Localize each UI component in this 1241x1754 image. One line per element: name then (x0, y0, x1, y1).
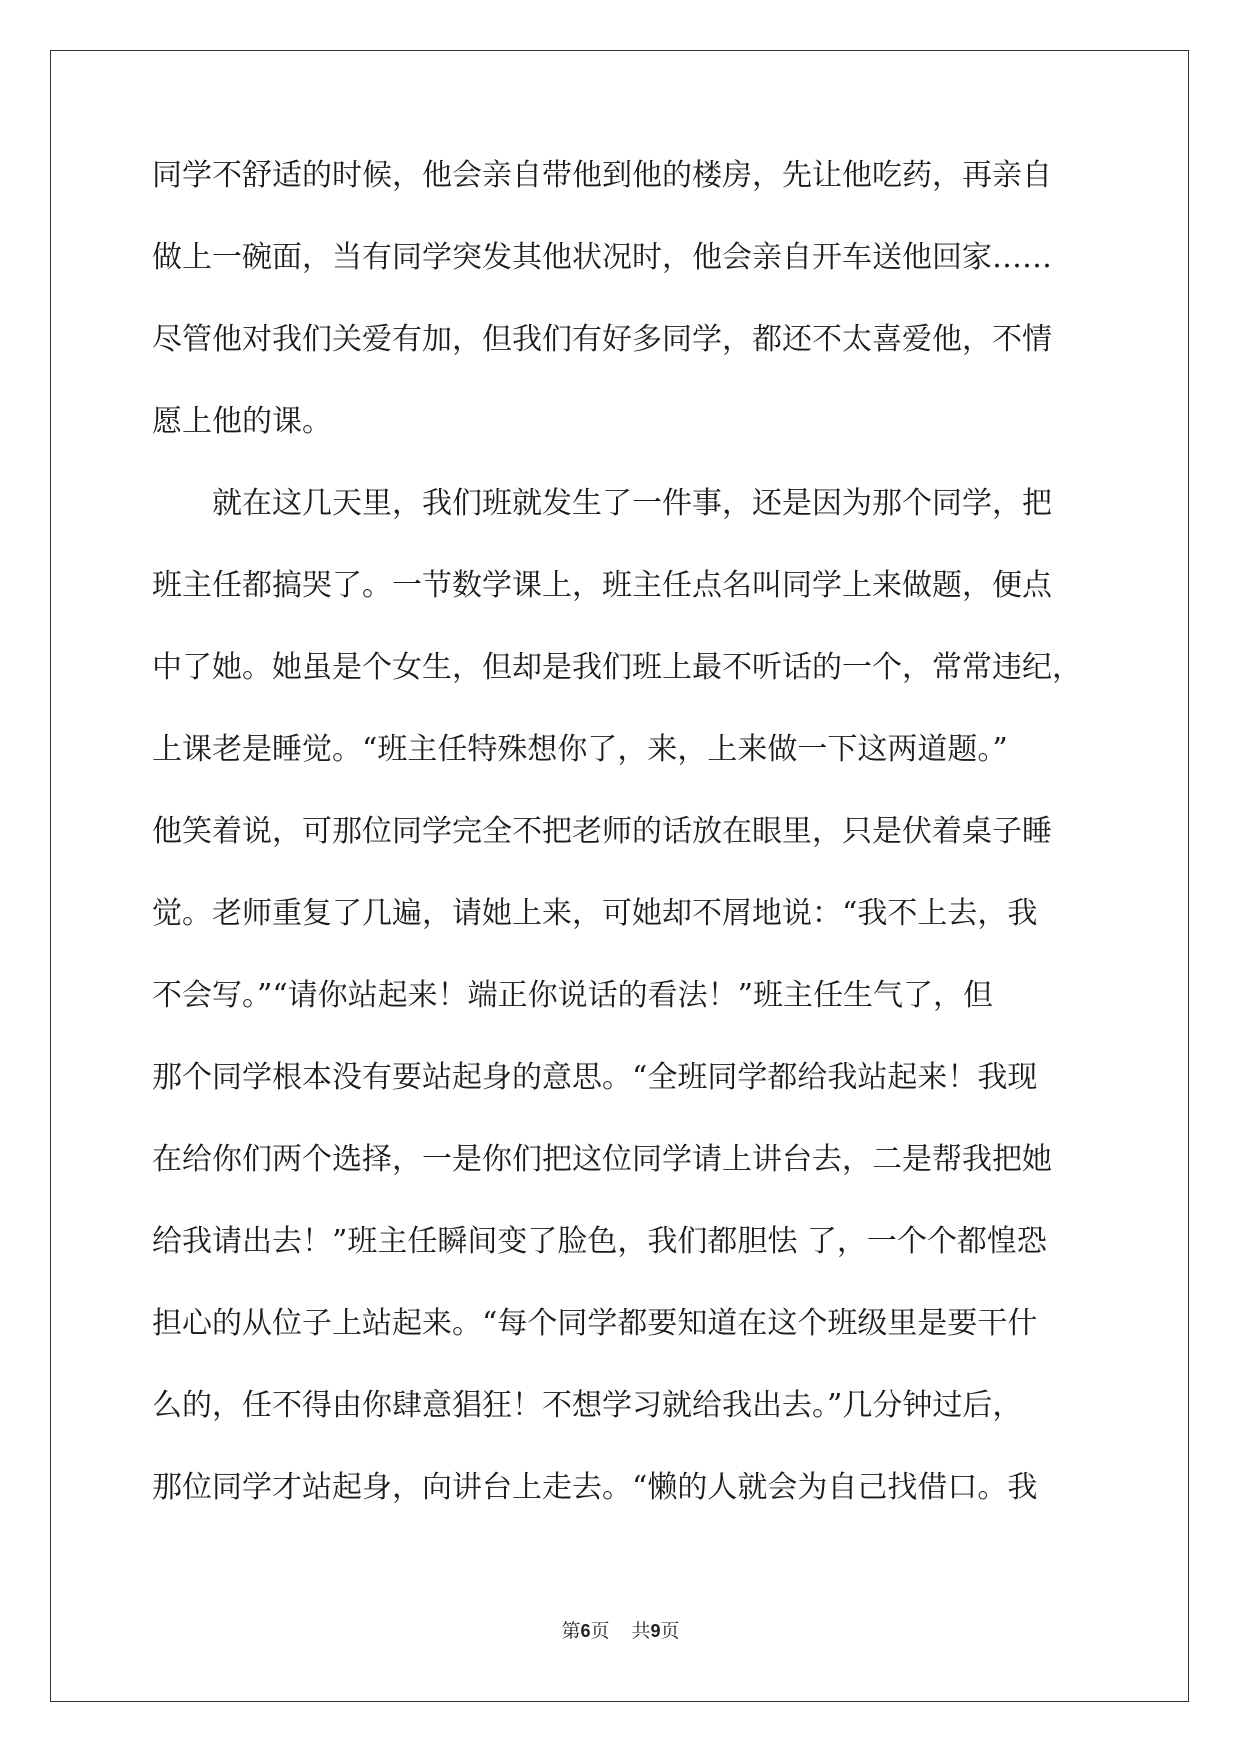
page-prefix: 第 (561, 1620, 581, 1642)
total-prefix: 共 (631, 1620, 651, 1642)
body-line: 么的，任不得由你肆意猖狂！不想学习就给我出去。”几分钟过后， (152, 1388, 1023, 1423)
document-body (152, 160, 1096, 1554)
body-line: 班主任都搞哭了。一节数学课上，班主任点名叫同学上来做题，便点 (152, 568, 1052, 603)
body-line: 觉。老师重复了几遍，请她上来，可她却不屑地说：“我不上去，我 (152, 896, 1038, 931)
body-line: 上课老是睡觉。“班主任特殊想你了，来，上来做一下这两道题。” (152, 732, 1008, 767)
body-line: 中了她。她虽是个女生，但却是我们班上最不听话的一个，常常违纪， (152, 650, 1082, 685)
body-line: 他笑着说，可那位同学完全不把老师的话放在眼里，只是伏着桌子睡 (152, 814, 1052, 849)
total-page-count: 9 (650, 1621, 661, 1641)
body-line: 担心的从位子上站起来。“每个同学都要知道在这个班级里是要干什 (152, 1306, 1038, 1341)
body-line: 给我请出去！”班主任瞬间变了脸色，我们都胆怯 了，一个个都惶恐 (152, 1224, 1047, 1259)
body-line: 那个同学根本没有要站起身的意思。“全班同学都给我站起来！我现 (152, 1060, 1038, 1095)
page-unit: 页 (590, 1620, 610, 1642)
body-line: 不会写。”“请你站起来！端正你说话的看法！”班主任生气了，但 (152, 978, 994, 1013)
body-line: 尽管他对我们关爱有加，但我们有好多同学，都还不太喜爱他，不情 (152, 322, 1052, 357)
current-page-number: 6 (580, 1621, 591, 1641)
paragraph-start-line: 就在这几天里，我们班就发生了一件事，还是因为那个同学，把 (212, 486, 1052, 521)
total-unit: 页 (660, 1620, 680, 1642)
page-number-footer (0, 1619, 1241, 1643)
body-line: 愿上他的课。 (152, 404, 332, 439)
body-line: 同学不舒适的时候，他会亲自带他到他的楼房，先让他吃药，再亲自 (152, 158, 1052, 193)
body-line: 在给你们两个选择，一是你们把这位同学请上讲台去，二是帮我把她 (152, 1142, 1052, 1177)
body-line: 那位同学才站起身，向讲台上走去。“懒的人就会为自己找借口。我 (152, 1470, 1038, 1505)
body-line: 做上一碗面，当有同学突发其他状况时，他会亲自开车送他回家…… (152, 240, 1052, 275)
